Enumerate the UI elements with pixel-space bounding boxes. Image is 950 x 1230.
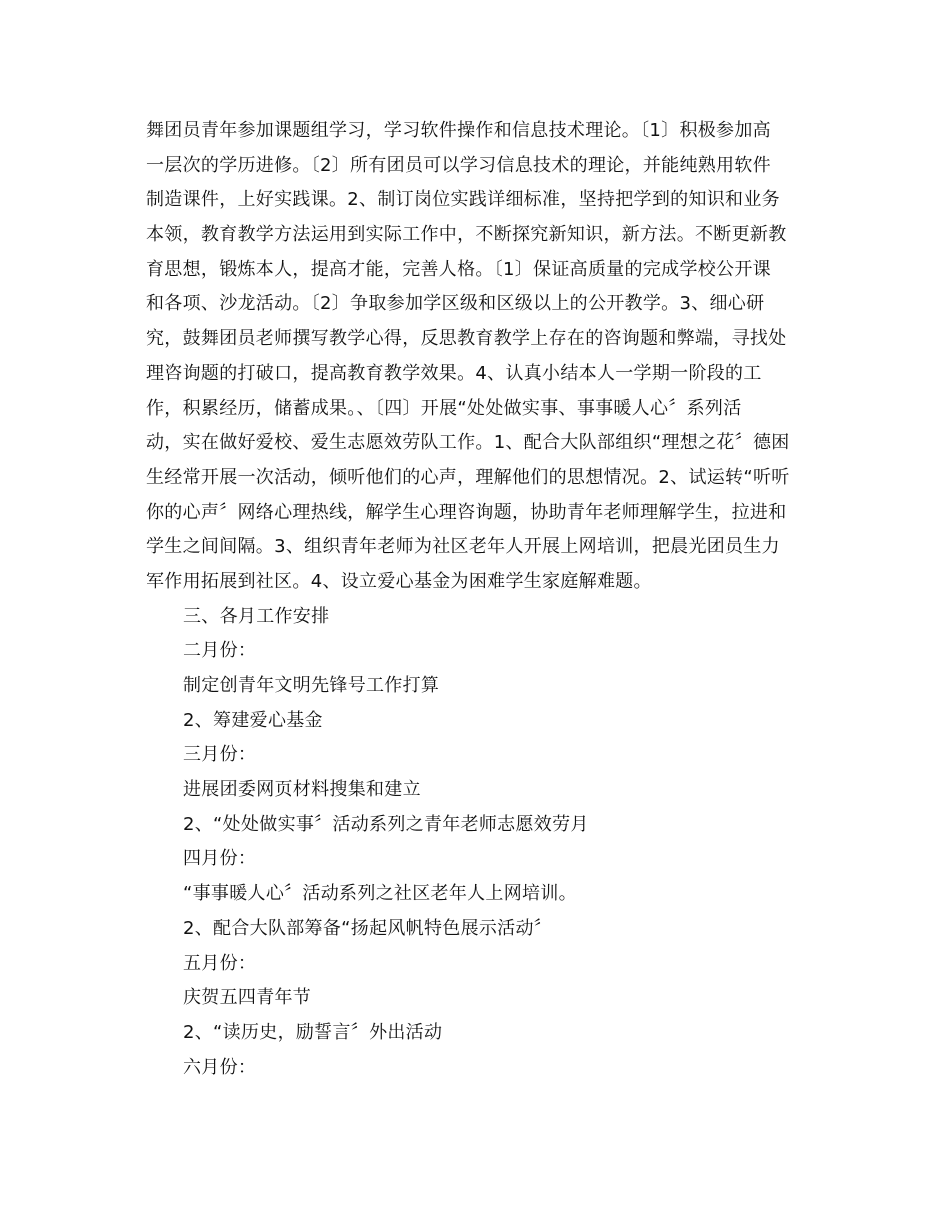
paragraph-line: 学生之间间隔。3、组织青年老师为社区老年人开展上网培训，把晨光团员生力: [146, 536, 780, 558]
paragraph-line: 生经常开展一次活动，倾听他们的心声，理解他们的思想情况。2、试运转“听听: [146, 466, 790, 488]
schedule-item: 庆贺五四青年节: [183, 987, 312, 1009]
document-body: [146, 114, 806, 1085]
paragraph-line: 动，实在做好爱校、爱生志愿效劳队工作。1、配合大队部组织“理想之花〞德困: [146, 432, 790, 454]
schedule-item: 制定创青年文明先锋号工作打算: [183, 675, 440, 696]
section-heading: 三、各月工作安排: [183, 605, 330, 627]
paragraph-line: 一层次的学历进修。〔2〕所有团员可以学习信息技术的理论，并能纯熟用软件: [146, 154, 771, 176]
paragraph-line: 制造课件，上好实践课。2、制订岗位实践详细标准，坚持把学到的知识和业务: [146, 189, 780, 211]
schedule-item: 进展团委网页材料搜集和建立: [183, 779, 421, 801]
schedule-item: 2、配合大队部筹备“扬起风帆特色展示活动〞: [183, 917, 553, 939]
paragraph-line: 作，积累经历，储蓄成果。、〔四〕开展“处处做实事、事事暖人心〞系列活: [146, 397, 742, 419]
month-heading: 二月份：: [183, 640, 257, 662]
schedule-item: “事事暖人心〞活动系列之社区老年人上网培训。: [183, 883, 577, 905]
paragraph-line: 和各项、沙龙活动。〔2〕争取参加学区级和区级以上的公开教学。3、细心研: [146, 293, 765, 315]
schedule-item: 2、“处处做实事〞活动系列之青年老师志愿效劳月: [183, 813, 589, 835]
month-heading: 五月份：: [183, 952, 257, 974]
month-heading: 四月份：: [183, 848, 257, 870]
schedule-item: 2、“读历史，励誓言〞外出活动: [183, 1021, 443, 1043]
month-heading: 六月份：: [183, 1056, 257, 1078]
schedule-item: 2、筹建爱心基金: [183, 709, 323, 731]
paragraph-line: 舞团员青年参加课题组学习，学习软件操作和信息技术理论。〔1〕积极参加高: [146, 120, 771, 141]
paragraph-line: 育思想，锻炼本人，提高才能，完善人格。〔1〕保证高质量的完成学校公开课: [146, 258, 771, 280]
month-heading: 三月份：: [183, 744, 257, 766]
paragraph-line: 本领，教育教学方法运用到实际工作中，不断探究新知识，新方法。不断更新教: [146, 224, 787, 246]
paragraph-line: 究，鼓舞团员老师撰写教学心得，反思教育教学上存在的咨询题和弊端，寻找处: [146, 328, 787, 350]
paragraph-line: 你的心声〞网络心理热线，解学生心理咨询题，协助青年老师理解学生，拉进和: [146, 501, 787, 523]
paragraph-line: 军作用拓展到社区。4、设立爱心基金为困难学生家庭解难题。: [146, 570, 652, 592]
paragraph-line: 理咨询题的打破口，提高教育教学效果。4、认真小结本人一学期一阶段的工: [146, 362, 762, 384]
